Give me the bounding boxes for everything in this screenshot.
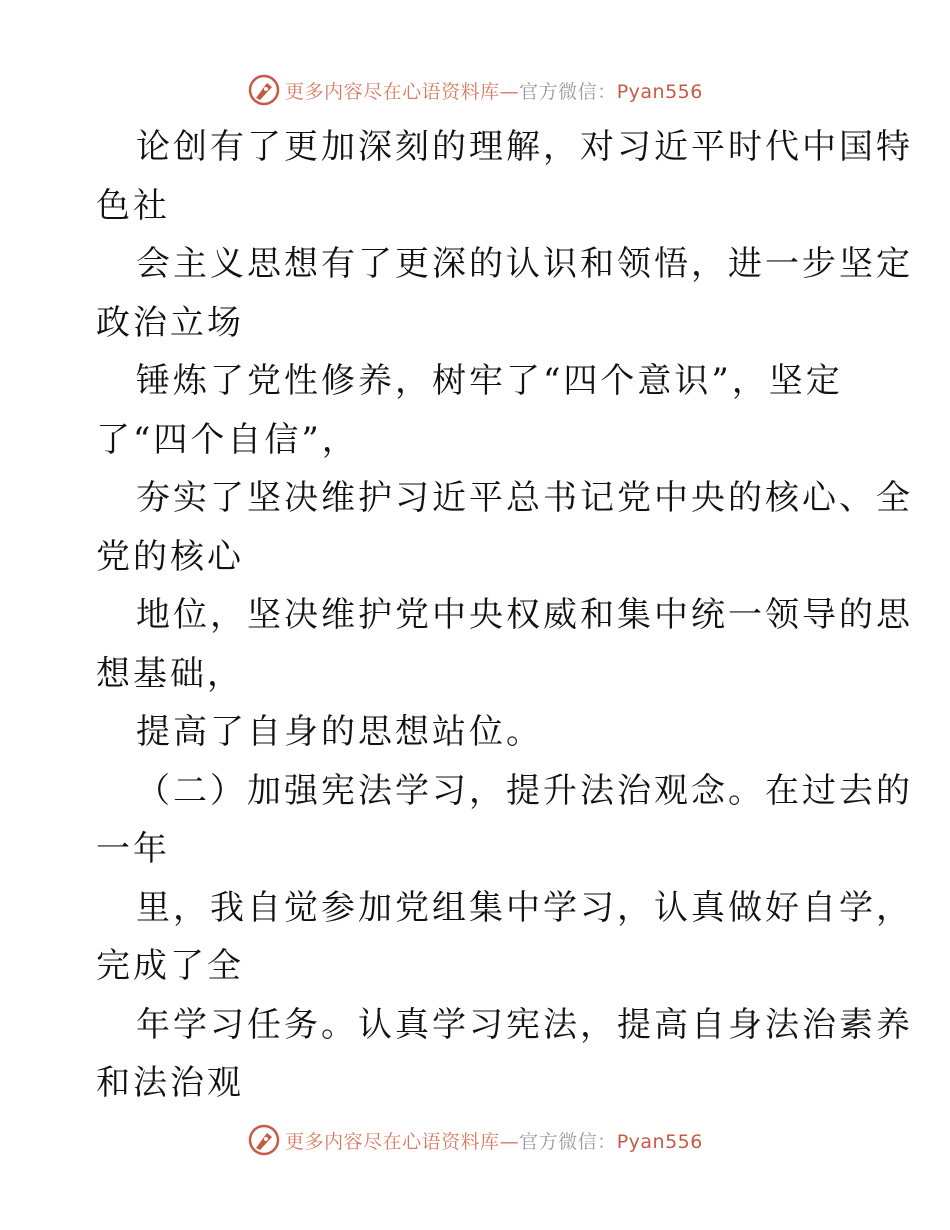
text-line: 完成了全	[96, 946, 244, 986]
text-line: 锤炼了党性修养，树牢了“四个意识”，坚定	[136, 361, 843, 401]
document-body	[96, 118, 913, 1113]
text-line: （二）加强宪法学习，提升法治观念。在过去的	[136, 770, 913, 811]
pen-nib-circle-icon	[247, 73, 281, 107]
text-line: 想基础，	[96, 653, 244, 694]
footer-separator: —	[499, 1130, 520, 1153]
text-line: 政治立场	[96, 302, 244, 343]
text-line: 地位，坚决维护党中央权威和集中统一领导的思	[136, 595, 913, 635]
header-separator: —	[499, 80, 520, 103]
pen-nib-circle-icon	[247, 1123, 281, 1157]
text-line: 了“四个自信”，	[96, 419, 359, 460]
header-text	[285, 77, 703, 104]
text-line: 一年	[96, 829, 170, 869]
text-line: 党的核心	[96, 536, 244, 577]
header-banner	[0, 70, 950, 110]
text-line: 夯实了坚决维护习近平总书记党中央的核心、全	[136, 478, 913, 518]
footer-banner	[0, 1120, 950, 1160]
footer-site-name: 更多内容尽在心语资料库	[285, 1130, 500, 1153]
text-line: 论创有了更加深刻的理解，对习近平时代中国特	[136, 127, 913, 167]
footer-wechat-id: Pyan556	[616, 1130, 703, 1153]
footer-text	[285, 1127, 703, 1154]
text-line: 提高了自身的思想站位。	[136, 712, 543, 752]
text-line: 会主义思想有了更深的认识和领悟，进一步坚定	[136, 244, 913, 284]
header-wechat-id: Pyan556	[616, 80, 703, 103]
header-site-name: 更多内容尽在心语资料库	[285, 80, 500, 103]
text-line: 色社	[96, 185, 170, 226]
footer-wechat-label: 官方微信：	[519, 1130, 617, 1153]
text-line: 和法治观	[96, 1063, 244, 1103]
text-line: 年学习任务。认真学习宪法，提高自身法治素养	[136, 1004, 913, 1045]
text-line: 里，我自觉参加党组集中学习，认真做好自学，	[136, 887, 913, 928]
header-wechat-label: 官方微信：	[519, 80, 617, 103]
